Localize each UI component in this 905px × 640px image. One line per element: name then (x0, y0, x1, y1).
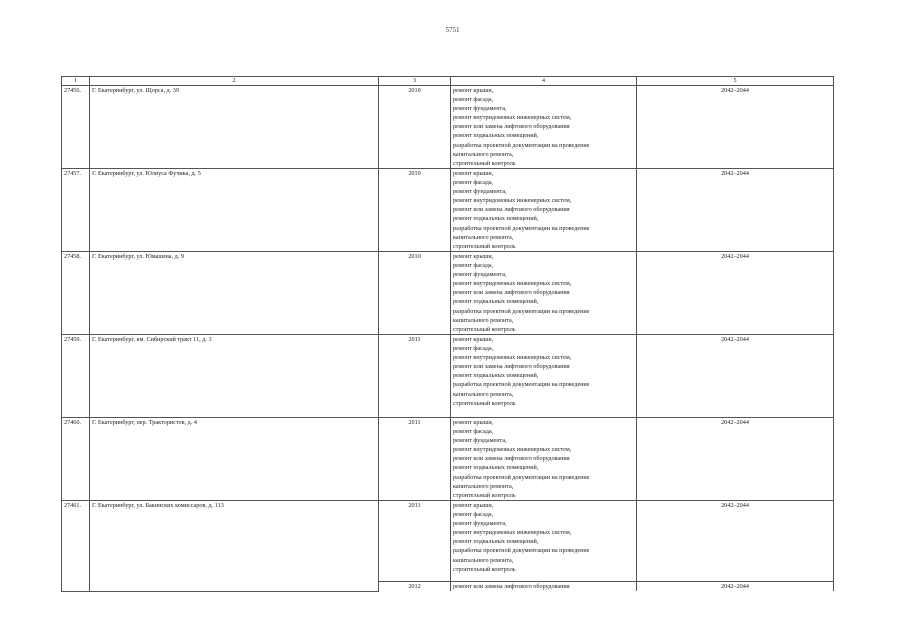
table-row (62, 418, 834, 501)
work-item: ремонт фасада, (453, 511, 494, 519)
work-item: разработка проектной документации на проведение (453, 307, 590, 315)
work-item: ремонт или замена лифтового оборудования (453, 206, 570, 214)
row-period: 2042–2044 (637, 501, 834, 582)
work-item: ремонт крыши, (453, 502, 494, 509)
work-item: ремонт крыши, (453, 170, 494, 177)
work-item: ремонт фасада, (453, 96, 494, 104)
work-item: ремонт или замена лифтового оборудования (453, 123, 570, 131)
row-address: Г. Екатеринбург, ул. Юмашева, д. 9 (90, 252, 379, 335)
work-item: ремонт внутридомовых инженерных систем, (453, 197, 572, 205)
work-item: ремонт внутридомовых инженерных систем, (453, 446, 572, 454)
work-item: ремонт или замена лифтового оборудования (453, 455, 570, 463)
work-item: ремонт подвальных помещений, (453, 298, 539, 306)
row-period: 2042–2044 (637, 582, 834, 592)
table-row (62, 335, 834, 418)
work-item: ремонт фундамента, (453, 188, 507, 196)
row-address: Г. Екатеринбург, ул. Щорса, д. 39 (90, 86, 379, 169)
row-number: 27461. (62, 501, 90, 592)
work-item: строительный контроль (453, 565, 516, 573)
row-number: 27460. (62, 418, 90, 501)
work-item: ремонт фасада, (453, 262, 494, 270)
work-item: строительный контроль (453, 491, 516, 499)
work-item: ремонт внутридомовых инженерных систем, (453, 529, 572, 537)
work-item: ремонт подвальных помещений, (453, 215, 539, 223)
work-item: строительный контроль (453, 399, 516, 407)
work-item: ремонт крыши, (453, 336, 494, 343)
row-period: 2042–2044 (637, 86, 834, 169)
table-row (62, 86, 834, 169)
work-item: разработка проектной документации на проведение (453, 381, 590, 389)
row-works: ремонт или замена лифтового оборудования (451, 582, 637, 592)
work-item: ремонт внутридомовых инженерных систем, (453, 114, 572, 122)
row-address: Г. Екатеринбург, ул. Юлиуса Фучика, д. 5 (90, 169, 379, 252)
column-header-5: 5 (637, 77, 834, 86)
work-item: ремонт внутридомовых инженерных систем, (453, 280, 572, 288)
work-item: ремонт фасада, (453, 179, 494, 187)
work-item: ремонт крыши, (453, 419, 494, 426)
work-item: ремонт внутридомовых инженерных систем, (453, 354, 572, 362)
work-item: капитального ремонта, (453, 390, 514, 398)
work-item: капитального ремонта, (453, 150, 514, 158)
row-year: 2010 (379, 86, 451, 169)
row-year: 2010 (379, 252, 451, 335)
row-year: 2010 (379, 169, 451, 252)
work-item: ремонт подвальных помещений, (453, 372, 539, 380)
work-item: разработка проектной документации на проведение (453, 473, 590, 481)
row-works (451, 335, 637, 418)
work-item: ремонт крыши, (453, 87, 494, 94)
column-header-3: 3 (379, 77, 451, 86)
column-header-2: 2 (90, 77, 379, 86)
work-item: капитального ремонта, (453, 482, 514, 490)
row-period: 2042–2044 (637, 418, 834, 501)
work-item: разработка проектной документации на проведение (453, 141, 590, 149)
row-address: Г. Екатеринбург, км. Сибирский тракт 11, д. 3 (90, 335, 379, 418)
work-item: строительный контроль (453, 242, 516, 250)
work-item: ремонт фасада, (453, 345, 494, 353)
row-works (451, 252, 637, 335)
row-year: 2012 (379, 582, 451, 592)
column-header-1: 1 (62, 77, 90, 86)
work-item: ремонт фасада, (453, 428, 494, 436)
row-number: 27458. (62, 252, 90, 335)
table-row (62, 169, 834, 252)
work-item: ремонт фундамента, (453, 520, 507, 528)
work-item: ремонт фундамента, (453, 437, 507, 445)
work-item: ремонт подвальных помещений, (453, 464, 539, 472)
row-works (451, 501, 637, 582)
row-number: 27456. (62, 86, 90, 169)
work-item: строительный контроль (453, 325, 516, 333)
work-item: ремонт фундамента, (453, 105, 507, 113)
column-number-row (62, 77, 834, 86)
page-number: 5751 (445, 26, 460, 34)
row-works (451, 169, 637, 252)
table-row (62, 252, 834, 335)
work-item: ремонт подвальных помещений, (453, 538, 539, 546)
row-year: 2011 (379, 501, 451, 582)
column-header-4: 4 (451, 77, 637, 86)
table-row (62, 501, 834, 582)
work-item: ремонт подвальных помещений, (453, 132, 539, 140)
work-item: ремонт фундамента, (453, 271, 507, 279)
work-item: капитального ремонта, (453, 316, 514, 324)
work-item: ремонт или замена лифтового оборудования (453, 363, 570, 371)
work-item: разработка проектной документации на проведение (453, 224, 590, 232)
row-address: Г. Екатеринбург, пер. Трактористов, д. 4 (90, 418, 379, 501)
work-item: ремонт крыши, (453, 253, 494, 260)
row-period: 2042–2044 (637, 169, 834, 252)
work-item: ремонт или замена лифтового оборудования (453, 289, 570, 297)
row-year: 2011 (379, 335, 451, 418)
capital-repair-table (61, 76, 834, 592)
row-number: 27457. (62, 169, 90, 252)
row-year: 2011 (379, 418, 451, 501)
work-item: капитального ремонта, (453, 556, 514, 564)
row-period: 2042–2044 (637, 335, 834, 418)
work-item: разработка проектной документации на проведение (453, 547, 590, 555)
work-item: строительный контроль (453, 159, 516, 167)
row-period: 2042–2044 (637, 252, 834, 335)
row-address: Г. Екатеринбург, ул. Бакинских комиссаров, д. 113 (90, 501, 379, 592)
row-works (451, 418, 637, 501)
row-number: 27459. (62, 335, 90, 418)
row-works (451, 86, 637, 169)
work-item: капитального ремонта, (453, 233, 514, 241)
